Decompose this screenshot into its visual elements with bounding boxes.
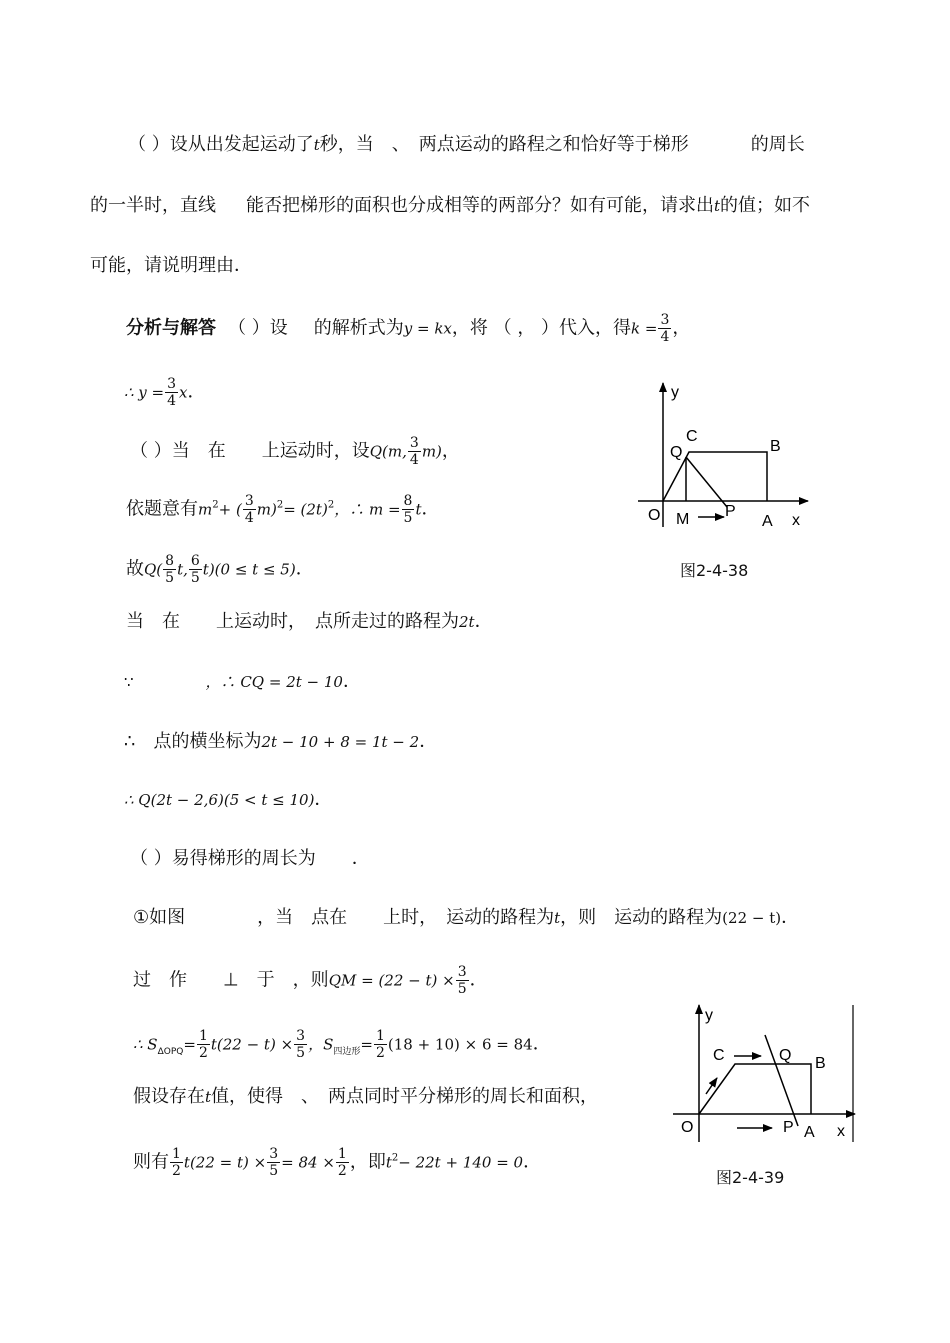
equation: ，∴ m =	[334, 500, 401, 519]
solution-line-8	[124, 730, 437, 754]
label-a: A	[804, 1124, 815, 1141]
label-x: x	[792, 512, 800, 529]
text: ．	[187, 381, 206, 403]
fraction: $\frac{1}{2}$	[172, 1146, 181, 1179]
fraction: $\frac{6}{5}$	[190, 553, 200, 586]
subscript: ΔOPQ	[157, 1047, 184, 1058]
equation: ∴ Q(2t − 2,6)(5 < t ≤ 10)	[124, 791, 315, 809]
text: 过 作 ⊥ 于 ，则	[133, 969, 329, 991]
fraction: $\frac{3}{4}$	[244, 493, 254, 526]
equation: = 84 ×	[281, 1153, 335, 1172]
solution-line-14	[133, 1085, 598, 1109]
text: ①如图 ，当 点在 上时， 运动的路程为	[133, 907, 555, 928]
text: （ ）设从出发起运动了	[128, 134, 314, 155]
solution-line-1	[126, 312, 690, 345]
label-b: B	[815, 1055, 826, 1072]
label-o: O	[681, 1119, 694, 1136]
text: ．	[781, 907, 800, 928]
fraction: $\frac{8}{5}$	[165, 553, 175, 586]
label-a: A	[762, 513, 773, 530]
equation: 2t	[459, 613, 475, 631]
equation: ∴ y =	[124, 383, 165, 402]
text: ．	[295, 558, 314, 580]
solution-line-5	[126, 553, 314, 586]
equation: Q(m,	[369, 442, 407, 461]
exponent: 2	[327, 499, 335, 511]
text: 故	[126, 558, 144, 580]
label-p: P	[725, 503, 736, 520]
label-y: y	[671, 384, 679, 401]
solution-line-4	[126, 493, 439, 526]
equation: QM = (22 − t) ×	[328, 971, 455, 990]
var-x: x	[179, 383, 188, 402]
text: ．	[474, 611, 493, 632]
figure-2-4-38	[630, 375, 820, 535]
problem-line-2	[90, 194, 810, 218]
equation: m	[198, 500, 213, 519]
solution-line-11	[133, 906, 799, 930]
equation: m)	[256, 500, 277, 519]
solution-line-2	[124, 376, 206, 409]
equation: =	[183, 1035, 196, 1054]
var-t: t	[554, 909, 561, 927]
solution-line-6	[126, 610, 493, 634]
text: ，则 运动的路程为	[560, 907, 723, 928]
text: 则有	[133, 1151, 169, 1173]
equation: k =	[631, 319, 658, 338]
equation: + (	[218, 500, 242, 519]
fraction: $\frac{3}{4}$	[409, 435, 419, 468]
figure-2-4-39	[665, 1000, 865, 1150]
text: （ ）当 在 上运动时，设	[130, 440, 370, 462]
text: 的周长	[750, 134, 805, 155]
var-t: t	[313, 136, 320, 154]
text: 依题意有	[126, 498, 198, 520]
solution-line-7	[124, 670, 361, 694]
text: ∴ 点的横坐标为	[124, 731, 262, 752]
text: （ ）易得梯形的周长为 ．	[130, 848, 370, 869]
exponent: 2	[391, 1152, 399, 1164]
solution-line-3	[130, 435, 460, 468]
label-q: Q	[670, 444, 683, 461]
text: ，	[672, 317, 691, 339]
label-c: C	[713, 1047, 725, 1064]
text: ．	[421, 498, 440, 520]
var-t: t	[714, 197, 721, 215]
fraction: $\frac{1}{2}$	[198, 1028, 208, 1061]
figure-1-caption: 图2-4-38	[680, 561, 749, 580]
text: ，将 （ ， ）代入，得	[451, 317, 632, 339]
solution-line-12	[133, 964, 488, 997]
exponent: 2	[212, 499, 219, 511]
label-x: x	[837, 1123, 845, 1140]
text: 的一半时，直线	[90, 195, 216, 216]
fraction: $\frac{3}{4}$	[167, 376, 177, 409]
solution-line-10	[130, 847, 370, 871]
var-t: t	[205, 1088, 212, 1106]
label-m: M	[676, 511, 690, 528]
solution-line-15	[133, 1146, 541, 1179]
label-y: y	[705, 1007, 713, 1024]
equation: m)	[421, 442, 442, 461]
analysis-heading: 分析与解答	[126, 317, 216, 339]
label-c: C	[686, 428, 698, 445]
text: 假设存在	[133, 1086, 205, 1107]
text: ．	[469, 969, 488, 991]
fraction: $\frac{1}{2}$	[337, 1146, 347, 1179]
text: 的值；如不	[720, 195, 811, 216]
figure-2-caption: 图2-4-39	[716, 1168, 785, 1187]
fraction: $\frac{3}{4}$	[660, 312, 670, 345]
problem-line-1	[128, 133, 805, 157]
exponent: 2	[276, 499, 284, 511]
because-symbol: ∵	[124, 673, 134, 691]
equation: ∴ S	[133, 1035, 158, 1054]
equation: − 22t + 140 = 0	[398, 1153, 524, 1172]
equation: 2t − 10 + 8 = 1t − 2	[261, 733, 420, 751]
fraction: $\frac{1}{2}$	[375, 1028, 385, 1061]
equation: (22 − t)	[722, 909, 782, 927]
equation: t,	[177, 560, 188, 579]
var-t: t	[415, 500, 422, 519]
text: ，	[441, 440, 460, 462]
text: 值，使得 、 两点同时平分梯形的周长和面积，	[211, 1086, 599, 1107]
equation: =	[360, 1035, 373, 1054]
var-t: t	[385, 1153, 392, 1172]
text: ．	[342, 671, 361, 692]
fraction: $\frac{3}{5}$	[296, 1028, 306, 1061]
equation: ，S	[308, 1035, 334, 1054]
text: ．	[523, 1151, 542, 1173]
equation: t)(0 ≤ t ≤ 5)	[202, 560, 296, 579]
label-o: O	[648, 507, 661, 524]
equation: = (2t)	[283, 500, 328, 519]
text: （ ）设	[228, 317, 288, 339]
problem-line-3	[90, 254, 252, 278]
equation: (18 + 10) × 6 = 84	[387, 1035, 533, 1054]
text: ．	[419, 731, 438, 752]
equation: Q(	[144, 560, 163, 579]
equation: y = kx	[403, 319, 452, 338]
text: ．	[532, 1033, 551, 1055]
text: 当 在 上运动时， 点所走过的路程为	[126, 611, 459, 632]
label-q: Q	[779, 1047, 792, 1064]
subscript: 四边形	[333, 1047, 361, 1058]
fraction: $\frac{3}{5}$	[457, 964, 467, 997]
trapezoid	[699, 1064, 811, 1114]
text: 可能，请说明理由．	[90, 255, 252, 276]
fraction: $\frac{3}{5}$	[269, 1146, 279, 1179]
solution-line-13	[133, 1028, 551, 1064]
equation: ，∴ CQ = 2t − 10	[205, 673, 343, 691]
text: ．	[314, 789, 333, 810]
solution-line-9	[124, 788, 332, 812]
text: 秒，当 、 两点运动的路程之和恰好等于梯形	[319, 134, 689, 155]
text: ，即	[349, 1151, 386, 1173]
segment-pq	[686, 457, 727, 507]
equation: t(22 − t) ×	[210, 1035, 294, 1054]
fraction: $\frac{8}{5}$	[403, 493, 413, 526]
text: 的解析式为	[313, 317, 404, 339]
text: 能否把梯形的面积也分成相等的两部分？如有可能，请求出	[246, 195, 714, 216]
equation: t(22 = t) ×	[183, 1153, 267, 1172]
label-b: B	[770, 438, 781, 455]
label-p: P	[783, 1119, 794, 1136]
